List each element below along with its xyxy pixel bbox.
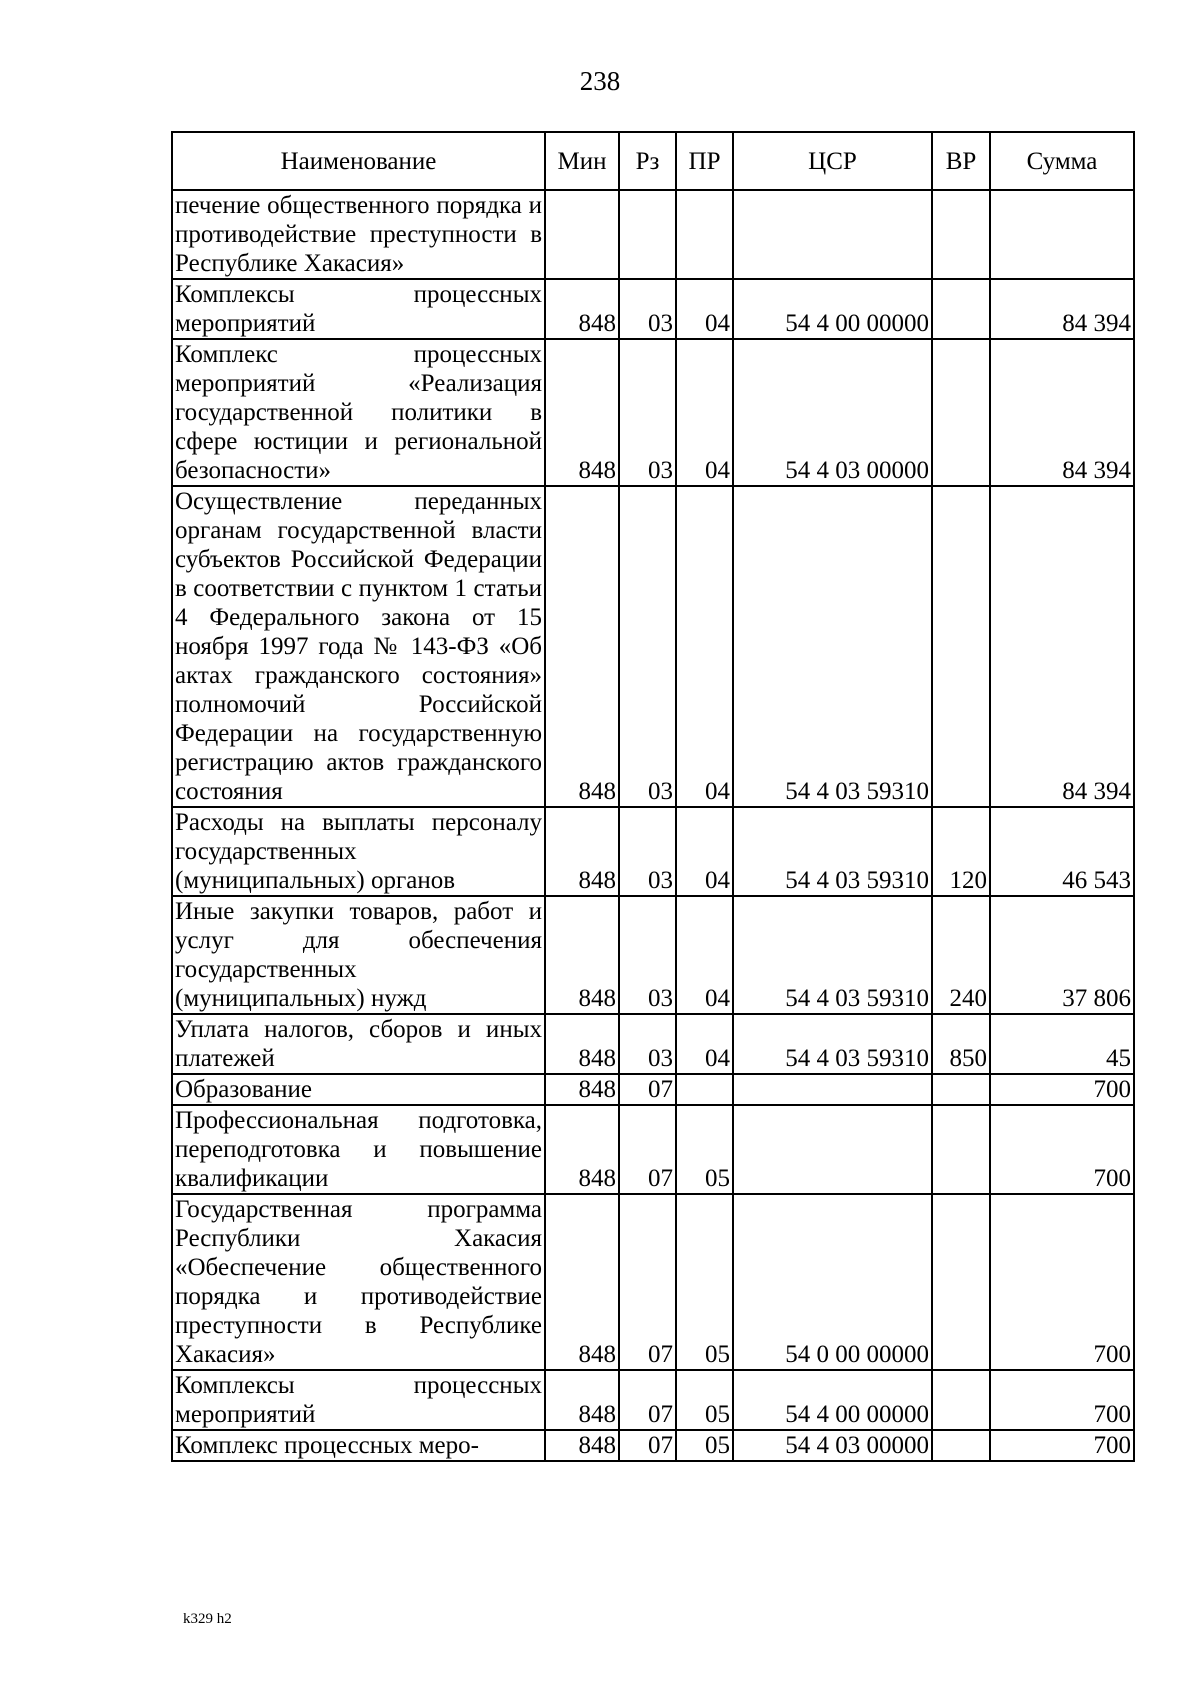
table-row [172, 279, 1134, 339]
row-pr: 04 [676, 1014, 733, 1074]
row-csr: 54 4 03 59310 [733, 807, 932, 896]
row-name: Уплата налогов, сборов и иных платежей [172, 1014, 545, 1074]
header-name: Наименование [172, 132, 545, 190]
row-sum: 700 [990, 1194, 1134, 1370]
row-csr [733, 190, 932, 279]
row-pr: 05 [676, 1430, 733, 1461]
budget-table [171, 131, 1135, 1462]
row-min [545, 190, 619, 279]
row-rz: 03 [619, 486, 676, 807]
row-csr: 54 4 03 59310 [733, 486, 932, 807]
row-min: 848 [545, 1074, 619, 1105]
header-vr: ВР [932, 132, 990, 190]
row-rz: 03 [619, 279, 676, 339]
row-csr: 54 4 00 00000 [733, 1370, 932, 1430]
row-pr: 04 [676, 486, 733, 807]
table-row [172, 1105, 1134, 1194]
row-pr [676, 1074, 733, 1105]
row-pr: 05 [676, 1194, 733, 1370]
row-vr: 850 [932, 1014, 990, 1074]
row-sum: 700 [990, 1370, 1134, 1430]
row-csr: 54 0 00 00000 [733, 1194, 932, 1370]
row-name: Государственная программа Республики Хакасия «Обеспечение общественного порядка и противодействие преступности в Республике Хакасия» [172, 1194, 545, 1370]
row-min: 848 [545, 1105, 619, 1194]
row-name: Иные закупки товаров, работ и услуг для обеспечения государственных (муниципальных) нужд [172, 896, 545, 1014]
row-rz: 07 [619, 1194, 676, 1370]
row-pr: 04 [676, 896, 733, 1014]
row-rz: 03 [619, 807, 676, 896]
row-rz: 03 [619, 339, 676, 486]
table-row [172, 190, 1134, 279]
row-vr: 240 [932, 896, 990, 1014]
row-rz: 03 [619, 1014, 676, 1074]
row-csr: 54 4 03 59310 [733, 1014, 932, 1074]
row-pr: 04 [676, 339, 733, 486]
row-csr: 54 4 00 00000 [733, 279, 932, 339]
header-rz: Рз [619, 132, 676, 190]
row-name: Образование [172, 1074, 545, 1105]
row-pr: 04 [676, 807, 733, 896]
row-name: Комплексы процессных мероприятий [172, 1370, 545, 1430]
row-vr [932, 1370, 990, 1430]
table-row [172, 1194, 1134, 1370]
row-sum: 84 394 [990, 486, 1134, 807]
row-pr: 04 [676, 279, 733, 339]
header-sum: Сумма [990, 132, 1134, 190]
row-pr: 05 [676, 1370, 733, 1430]
row-min: 848 [545, 486, 619, 807]
table-row [172, 1074, 1134, 1105]
row-rz [619, 190, 676, 279]
row-sum: 45 [990, 1014, 1134, 1074]
row-vr [932, 339, 990, 486]
footer-code: k329 h2 [183, 1611, 232, 1627]
row-min: 848 [545, 1194, 619, 1370]
table-row [172, 486, 1134, 807]
row-min: 848 [545, 1430, 619, 1461]
row-sum: 84 394 [990, 279, 1134, 339]
row-sum [990, 190, 1134, 279]
row-vr [932, 1074, 990, 1105]
row-name: Расходы на выплаты персоналу государственных (муниципальных) органов [172, 807, 545, 896]
row-name: Комплексы процессных мероприятий [172, 279, 545, 339]
row-min: 848 [545, 1014, 619, 1074]
row-min: 848 [545, 339, 619, 486]
row-name: Профессиональная подготовка, переподготовка и повышение квалификации [172, 1105, 545, 1194]
row-vr [932, 1430, 990, 1461]
row-min: 848 [545, 1370, 619, 1430]
row-sum: 84 394 [990, 339, 1134, 486]
row-rz: 07 [619, 1370, 676, 1430]
row-rz: 07 [619, 1430, 676, 1461]
row-vr [932, 279, 990, 339]
row-min: 848 [545, 807, 619, 896]
table-row [172, 1430, 1134, 1461]
row-pr [676, 190, 733, 279]
table-row [172, 339, 1134, 486]
row-csr: 54 4 03 00000 [733, 1430, 932, 1461]
row-sum: 700 [990, 1074, 1134, 1105]
table-row [172, 807, 1134, 896]
row-sum: 37 806 [990, 896, 1134, 1014]
row-rz: 07 [619, 1074, 676, 1105]
row-vr: 120 [932, 807, 990, 896]
row-vr [932, 486, 990, 807]
row-pr: 05 [676, 1105, 733, 1194]
row-csr: 54 4 03 00000 [733, 339, 932, 486]
header-min: Мин [545, 132, 619, 190]
table-row [172, 896, 1134, 1014]
row-name: печение общественного порядка и противодействие преступности в Республике Хакасия» [172, 190, 545, 279]
row-min: 848 [545, 896, 619, 1014]
row-sum: 700 [990, 1430, 1134, 1461]
row-name: Комплекс процессных мероприятий «Реализация государственной политики в сфере юстиции и региональной безопасности» [172, 339, 545, 486]
row-vr [932, 190, 990, 279]
header-row [172, 132, 1134, 190]
row-min: 848 [545, 279, 619, 339]
page-number: 238 [579, 66, 621, 96]
row-vr [932, 1194, 990, 1370]
row-csr [733, 1105, 932, 1194]
header-csr: ЦСР [733, 132, 932, 190]
row-sum: 46 543 [990, 807, 1134, 896]
row-sum: 700 [990, 1105, 1134, 1194]
header-pr: ПР [676, 132, 733, 190]
row-csr: 54 4 03 59310 [733, 896, 932, 1014]
row-vr [932, 1105, 990, 1194]
table-row [172, 1370, 1134, 1430]
row-csr [733, 1074, 932, 1105]
row-rz: 03 [619, 896, 676, 1014]
row-name: Комплекс процессных меро- [172, 1430, 545, 1461]
row-name: Осуществление переданных органам государственной власти субъектов Российской Федерации в соответствии с пунктом 1 статьи 4 Федерального закона от 15 ноября 1997 года № 143-ФЗ «Об актах гражданского состояния» полномочий Российской Федерации на государственную регистрацию актов гражданского состояния [172, 486, 545, 807]
row-rz: 07 [619, 1105, 676, 1194]
table-row [172, 1014, 1134, 1074]
